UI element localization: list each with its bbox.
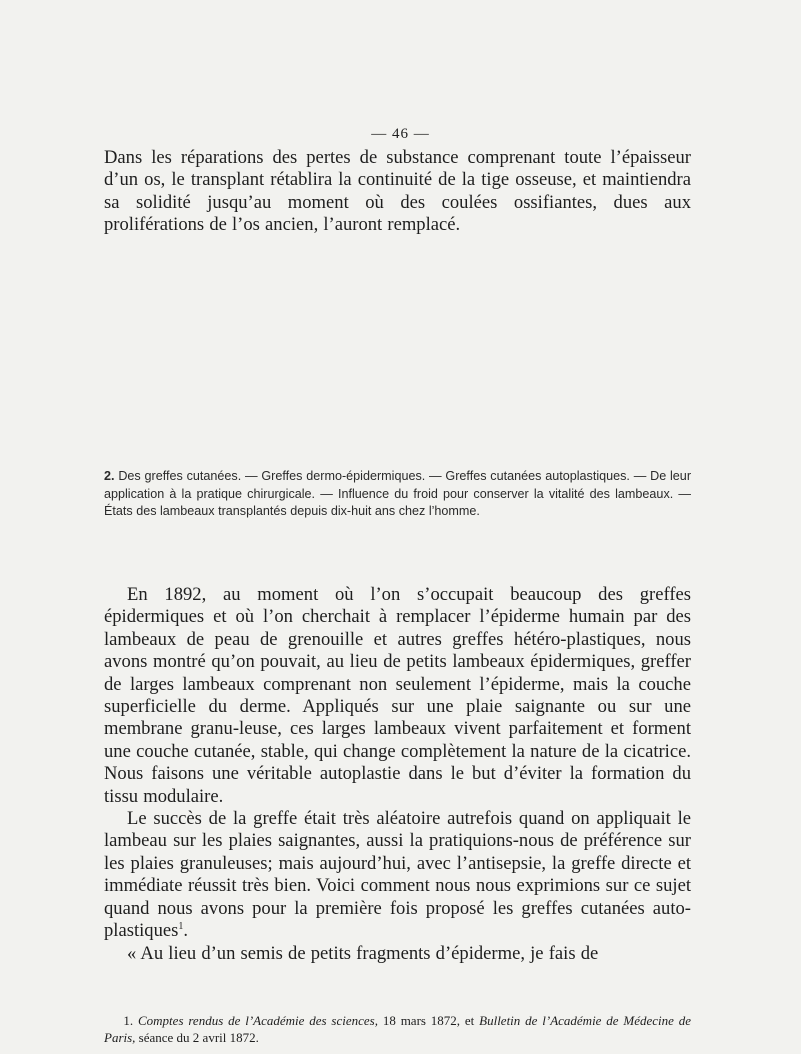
section-heading <box>104 468 691 521</box>
body-paragraph-3: « Au lieu d’un semis de petits fragments d’épiderme, je fais de <box>127 942 599 964</box>
section-heading-block <box>104 468 691 521</box>
footnote-reference: 1 <box>178 920 184 932</box>
body-paragraph-2-end: . <box>183 920 189 942</box>
body-paragraph-2-text: Le succès de la greffe était très aléatoire autrefois quand on appliquait le lambeau sur les plaies saignantes, aussi la pratiquions-nous de préférence sur les plaies granuleuses; mais aujourd’hui, avec l’antisepsie, la greffe directe et immédiate réussit très bien. Voici comment nous nous exprimions sur ce sujet quand nous avons pour la première fois proposé les greffes cutanées auto-plastiques <box>104 808 691 942</box>
intro-paragraph-block <box>104 147 691 237</box>
section-number: 2. <box>104 469 115 483</box>
section-heading-text: Des greffes cutanées. — Greffes dermo-épidermiques. — Greffes cutanées autoplastiques. — De leur application à la pratique chirurgicale. — Influence du froid pour conserver la vitalité des lambeaux. — États des lambeaux transplantés depuis dix-huit ans chez l’homme. <box>104 469 692 519</box>
main-body-block <box>104 584 691 965</box>
intro-paragraph: Dans les réparations des pertes de substance comprenant toute l’épaisseur d’un os, le transplant rétablira la continuité de la tige osseuse, et maintiendra sa solidité jusqu’au moment où des coulées ossifiantes, dues aux proliférations de l’os ancien, l’auront remplacé. <box>104 147 691 236</box>
footnote-source-2: Bulletin de l’Académie de Médecine de Paris, <box>104 1013 692 1045</box>
footnote-date-1: 18 mars 1872, et <box>382 1013 475 1028</box>
footnote-marker: 1. <box>123 1013 134 1028</box>
footnote-block <box>104 1012 691 1046</box>
footnote-source-1: Comptes rendus de l’Académie des sciences, <box>138 1013 378 1028</box>
body-paragraph-2 <box>104 808 691 942</box>
footnote-date-2: séance du 2 avril 1872. <box>138 1030 259 1045</box>
body-paragraph-1: En 1892, au moment où l’on s’occupait beaucoup des greffes épidermiques et où l’on cherchait à remplacer l’épiderme humain par des lambeaux de peau de grenouille et autres greffes hétéro-plastiques, nous avons montré qu’on pouvait, au lieu de petits lambeaux épidermiques, greffer de larges lambeaux comprenant non seulement l’épiderme, mais la couche superficielle du derme. Appliqués sur une plaie saignante ou sur une membrane granu-leuse, ces larges lambeaux vivent parfaitement et forment une couche cutanée, stable, qui change complètement la nature de la cicatrice. Nous faisons une véritable autoplastie dans le but d’éviter la formation du tissu modulaire. <box>104 584 691 807</box>
page-number: — 46 — <box>371 126 430 142</box>
footnote <box>104 1012 691 1046</box>
